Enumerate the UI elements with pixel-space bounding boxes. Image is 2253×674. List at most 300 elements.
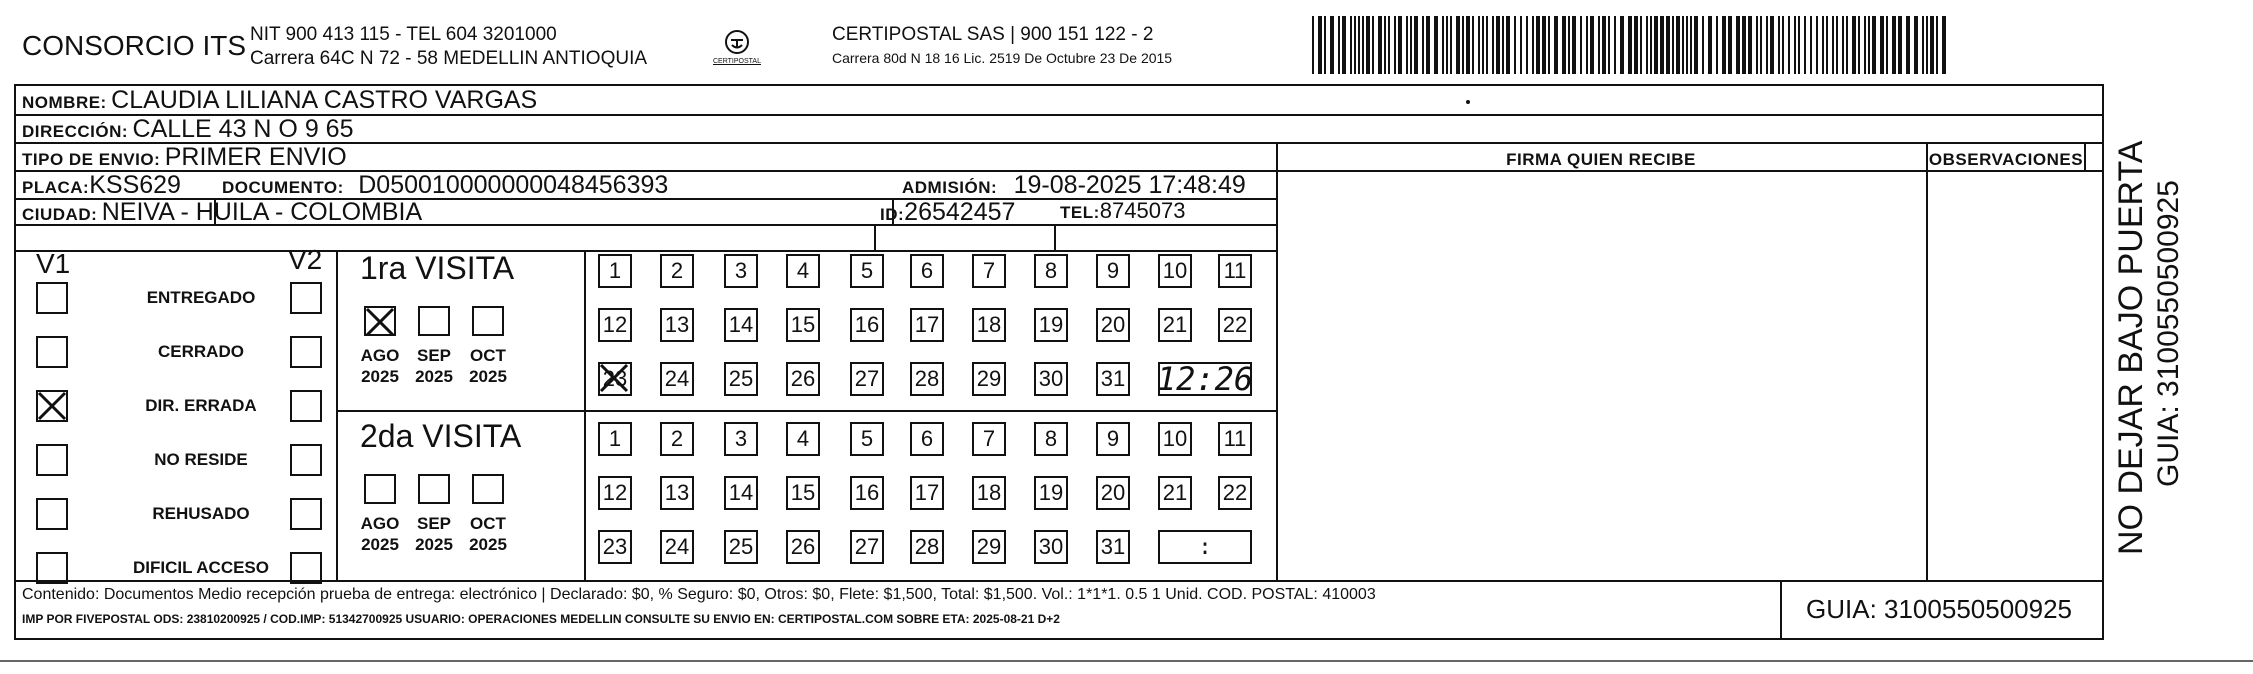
v1-checkbox[interactable] <box>36 552 68 584</box>
day-box[interactable] <box>972 422 1006 456</box>
day-number: 5 <box>860 426 874 451</box>
day-box[interactable] <box>1218 476 1252 510</box>
time-value: : <box>1198 534 1212 560</box>
barcode-bar <box>1914 16 1918 74</box>
day-number: 10 <box>1162 258 1188 283</box>
barcode-bar <box>1722 16 1726 74</box>
barcode-bar <box>1394 16 1396 74</box>
day-number: 7 <box>982 258 996 283</box>
barcode-bar <box>1548 16 1550 74</box>
day-number: 27 <box>854 534 880 559</box>
barcode-bar <box>1472 16 1474 74</box>
barcode-bar <box>1542 16 1546 74</box>
barcode-bar <box>1694 16 1698 74</box>
day-number: 25 <box>728 534 754 559</box>
day-number: 30 <box>1038 366 1064 391</box>
direccion-label: DIRECCIÓN: <box>22 122 129 141</box>
day-box[interactable] <box>660 254 694 288</box>
month-checkbox[interactable] <box>364 306 396 336</box>
day-box[interactable] <box>660 422 694 456</box>
day-number: 24 <box>664 366 690 391</box>
day-box[interactable] <box>850 476 884 510</box>
day-number: 26 <box>790 366 816 391</box>
barcode-bar <box>1846 16 1848 74</box>
month-label: AGO 2025 <box>360 346 400 386</box>
barcode-bar <box>1520 16 1522 74</box>
day-box[interactable] <box>786 362 820 396</box>
day-box[interactable] <box>1158 422 1192 456</box>
day-box[interactable] <box>786 308 820 342</box>
documento-value: D050010000000048456393 <box>358 171 669 199</box>
barcode-bar <box>1388 16 1390 74</box>
barcode-bar <box>1526 16 1528 74</box>
barcode-bar <box>1434 16 1438 74</box>
barcode-bar <box>1572 16 1576 74</box>
day-number: 22 <box>1222 480 1248 505</box>
barcode-bar <box>1898 16 1902 74</box>
nombre-dot <box>1466 100 1470 104</box>
barcode-bar <box>1338 16 1340 74</box>
certipostal-address: Carrera 80d N 18 16 Lic. 2519 De Octubre 23 De 2015 <box>832 50 1173 66</box>
barcode-bar <box>1602 16 1606 74</box>
barcode-bar <box>1936 16 1938 74</box>
barcode-bar <box>1852 16 1856 74</box>
day-number: 20 <box>1100 312 1126 337</box>
nombre-label: NOMBRE: <box>22 93 107 112</box>
barcode-bar <box>1742 16 1746 74</box>
certipostal-logo <box>712 26 762 72</box>
barcode-bar <box>1804 16 1806 74</box>
admision-label: ADMISIÓN: <box>902 178 998 197</box>
company-address: Carrera 64C N 72 - 58 MEDELLIN ANTIOQUIA <box>250 48 648 69</box>
barcode-bar <box>1532 16 1534 74</box>
day-box[interactable] <box>786 530 820 564</box>
day-number: 29 <box>976 366 1002 391</box>
barcode-bar <box>1496 16 1500 74</box>
barcode-bar <box>1788 16 1790 74</box>
day-box[interactable] <box>1034 362 1068 396</box>
day-number: 28 <box>914 534 940 559</box>
day-number: 13 <box>664 312 690 337</box>
barcode-bar <box>1608 16 1610 74</box>
barcode-bar <box>1486 16 1488 74</box>
bottom-border <box>0 660 2253 662</box>
day-number: 1 <box>608 426 622 451</box>
barcode-bar <box>1702 16 1704 74</box>
month-checkbox[interactable] <box>472 306 504 336</box>
day-number: 31 <box>1100 534 1126 559</box>
v1-checkbox[interactable] <box>36 390 68 422</box>
day-box[interactable] <box>598 476 632 510</box>
day-box[interactable] <box>910 422 944 456</box>
time-box[interactable] <box>1158 530 1252 564</box>
barcode-bar <box>1466 16 1470 74</box>
v2-header: V2 <box>288 244 323 275</box>
company-name: CONSORCIO ITS <box>22 30 247 61</box>
day-box[interactable] <box>1034 422 1068 456</box>
day-box[interactable] <box>1096 422 1130 456</box>
barcode-bar <box>1640 16 1642 74</box>
month-label: SEP 2025 <box>415 514 453 554</box>
day-number: 4 <box>796 258 810 283</box>
day-number: 10 <box>1162 426 1188 451</box>
day-number: 25 <box>728 366 754 391</box>
certipostal-logo-text: CERTIPOSTAL <box>713 58 761 65</box>
barcode-bar <box>1666 16 1670 74</box>
day-box[interactable] <box>1218 422 1252 456</box>
barcode-bar <box>1816 16 1818 74</box>
tipo-value: PRIMER ENVIO <box>164 143 347 171</box>
v1-checkbox[interactable] <box>36 444 68 476</box>
day-box[interactable] <box>598 422 632 456</box>
barcode-bar <box>1536 16 1540 74</box>
day-number: 6 <box>920 258 934 283</box>
day-box[interactable] <box>972 308 1006 342</box>
day-number: 6 <box>920 426 934 451</box>
time-value: 12:26 <box>1156 360 1254 398</box>
nombre-row <box>22 86 537 115</box>
certipostal-line: CERTIPOSTAL SAS | 900 151 122 - 2 <box>832 24 1154 45</box>
visit2-title: 2da VISITA <box>360 418 522 454</box>
day-box[interactable] <box>1158 254 1192 288</box>
day-number: 2 <box>670 258 684 283</box>
barcode-bar <box>1728 16 1732 74</box>
day-number: 31 <box>1100 366 1126 391</box>
day-number: 26 <box>790 534 816 559</box>
barcode-bar <box>1886 16 1888 74</box>
day-box[interactable] <box>598 308 632 342</box>
day-number: 22 <box>1222 312 1248 337</box>
barcode-bar <box>1586 16 1588 74</box>
footer-imp: IMP POR FIVEPOSTAL ODS: 23810200925 / COD.IMP: 51342700925 USUARIO: OPERACIONES MEDELLIN CONSULTE SU ENVIO EN: CERTIPOSTAL.COM SOBRE ETA: 2025-08-21 D+2 <box>22 612 1060 626</box>
barcode-bar <box>1384 16 1386 74</box>
day-box[interactable] <box>1096 308 1130 342</box>
status-label: DIR. ERRADA <box>145 396 257 415</box>
day-number: 15 <box>790 312 816 337</box>
day-number: 16 <box>854 312 880 337</box>
visit1-title: 1ra VISITA <box>360 250 515 286</box>
day-box[interactable] <box>598 254 632 288</box>
day-box[interactable] <box>1096 254 1130 288</box>
barcode-bar <box>1810 16 1812 74</box>
documento-cell <box>222 171 668 200</box>
barcode-bar <box>1926 16 1928 74</box>
barcode-bar <box>1568 16 1570 74</box>
tel-cell <box>1060 198 1185 224</box>
day-number: 7 <box>982 426 996 451</box>
day-number: 30 <box>1038 534 1064 559</box>
barcode-bar <box>1590 16 1594 74</box>
barcode-bar <box>1634 16 1638 74</box>
barcode-bar <box>1906 16 1910 74</box>
day-box[interactable] <box>910 530 944 564</box>
v2-checkbox[interactable] <box>290 390 322 422</box>
placa-label: PLACA: <box>22 178 90 197</box>
barcode-bar <box>1842 16 1844 74</box>
barcode-bar <box>1406 16 1408 74</box>
day-number: 14 <box>728 480 754 505</box>
barcode-bar <box>1312 16 1314 74</box>
barcode-bar <box>1318 16 1322 74</box>
barcode-bar <box>1880 16 1884 74</box>
direccion-value: CALLE 43 N O 9 65 <box>132 115 354 143</box>
day-box[interactable] <box>1158 308 1192 342</box>
time-box[interactable] <box>1158 362 1252 396</box>
day-box[interactable] <box>850 308 884 342</box>
day-number: 2 <box>670 426 684 451</box>
day-box[interactable] <box>972 476 1006 510</box>
month-checkbox[interactable] <box>472 474 504 504</box>
barcode-bar <box>1756 16 1758 74</box>
barcode-bar <box>1892 16 1896 74</box>
barcode-bar <box>1736 16 1740 74</box>
barcode-bar <box>1450 16 1452 74</box>
v1-checkbox[interactable] <box>36 498 68 530</box>
month-checkbox[interactable] <box>364 474 396 504</box>
barcode-bar <box>1492 16 1494 74</box>
barcode-bar <box>1378 16 1382 74</box>
barcode-bar <box>1414 16 1418 74</box>
footer-guia: GUIA: 3100550500925 <box>1806 594 2072 624</box>
day-box[interactable] <box>1096 530 1130 564</box>
day-box[interactable] <box>850 362 884 396</box>
barcode-bar <box>1930 16 1934 74</box>
day-number: 3 <box>734 258 748 283</box>
day-number: 14 <box>728 312 754 337</box>
barcode-bar <box>1868 16 1870 74</box>
barcode-bar <box>1794 16 1796 74</box>
barcode-bar <box>1766 16 1768 74</box>
tipo-row <box>22 143 347 172</box>
day-number: 8 <box>1044 426 1058 451</box>
day-number: 3 <box>734 426 748 451</box>
month-checkbox[interactable] <box>418 306 450 336</box>
day-box[interactable] <box>724 476 758 510</box>
barcode-bar <box>1770 16 1774 74</box>
barcode-bar <box>1324 16 1326 74</box>
v2-checkbox[interactable] <box>290 444 322 476</box>
barcode-bar <box>1716 16 1718 74</box>
day-box[interactable] <box>1218 254 1252 288</box>
barcode-bar <box>1620 16 1624 74</box>
day-number: 11 <box>1223 258 1247 283</box>
day-box[interactable] <box>850 422 884 456</box>
barcode-bar <box>1446 16 1448 74</box>
day-box[interactable] <box>972 530 1006 564</box>
barcode-bar <box>1798 16 1800 74</box>
day-box[interactable] <box>786 422 820 456</box>
day-box[interactable] <box>1034 476 1068 510</box>
barcode-bar <box>1456 16 1460 74</box>
barcode-bar <box>1690 16 1692 74</box>
barcode-bar <box>1478 16 1480 74</box>
id-value: 26542457 <box>904 198 1016 226</box>
status-label: CERRADO <box>158 342 244 361</box>
day-box[interactable] <box>786 476 820 510</box>
v2-checkbox[interactable] <box>290 336 322 368</box>
day-number: 18 <box>976 312 1002 337</box>
placa-cell <box>22 171 181 200</box>
day-number: 21 <box>1162 312 1188 337</box>
day-number: 17 <box>914 312 940 337</box>
day-number: 16 <box>854 480 880 505</box>
company-nit: NIT 900 413 115 - TEL 604 3201000 <box>250 24 557 45</box>
barcode-bar <box>1858 16 1860 74</box>
barcode-bar <box>1826 16 1828 74</box>
v1-header: V1 <box>36 248 71 279</box>
day-box[interactable] <box>1096 476 1130 510</box>
day-box[interactable] <box>1096 362 1130 396</box>
day-box[interactable] <box>850 254 884 288</box>
day-box[interactable] <box>724 422 758 456</box>
barcode-bar <box>1650 16 1652 74</box>
day-box[interactable] <box>1218 308 1252 342</box>
day-box[interactable] <box>660 362 694 396</box>
barcode-bar <box>1654 16 1658 74</box>
barcode-bar <box>1354 16 1356 74</box>
ciudad-value: NEIVA - HUILA - COLOMBIA <box>101 198 423 226</box>
day-box[interactable] <box>660 308 694 342</box>
barcode-bar <box>1614 16 1616 74</box>
barcode-bar <box>1330 16 1334 74</box>
barcode-bar <box>1398 16 1402 74</box>
barcode-bar <box>1422 16 1424 74</box>
observaciones-header: OBSERVACIONES <box>1928 150 2084 169</box>
barcode-bar <box>1760 16 1762 74</box>
side-no-dejar: NO DEJAR BAJO PUERTA <box>2112 140 2150 555</box>
day-box[interactable] <box>660 530 694 564</box>
barcode-bar <box>1922 16 1924 74</box>
day-box[interactable] <box>1034 530 1068 564</box>
v2-checkbox[interactable] <box>290 552 322 584</box>
barcode-bar <box>1708 16 1712 74</box>
day-box[interactable] <box>910 476 944 510</box>
tel-value: 8745073 <box>1099 198 1186 223</box>
day-number: 28 <box>914 366 940 391</box>
status-label: DIFICIL ACCESO <box>132 558 269 577</box>
barcode-bar <box>1462 16 1464 74</box>
barcode-bar <box>1778 16 1780 74</box>
day-box[interactable] <box>724 530 758 564</box>
barcode-bar <box>1660 16 1664 74</box>
day-box[interactable] <box>1034 308 1068 342</box>
barcode-bar <box>1646 16 1648 74</box>
day-box[interactable] <box>660 476 694 510</box>
day-box[interactable] <box>972 254 1006 288</box>
day-number: 1 <box>608 258 622 283</box>
barcode-bar <box>1372 16 1374 74</box>
documento-label: DOCUMENTO: <box>222 178 344 197</box>
month-checkbox[interactable] <box>418 474 450 504</box>
ciudad-label: CIUDAD: <box>22 205 98 224</box>
status-label: REHUSADO <box>152 504 250 523</box>
day-box[interactable] <box>1158 476 1192 510</box>
v2-checkbox[interactable] <box>290 282 322 314</box>
barcode-bar <box>1502 16 1504 74</box>
id-cell <box>880 198 1015 227</box>
day-box[interactable] <box>910 254 944 288</box>
day-box[interactable] <box>598 362 632 396</box>
nombre-value: CLAUDIA LILIANA CASTRO VARGAS <box>111 86 538 114</box>
barcode-bar <box>1748 16 1752 74</box>
barcode-bar <box>1350 16 1352 74</box>
day-box[interactable] <box>910 308 944 342</box>
day-number: 21 <box>1162 480 1188 505</box>
firma-header: FIRMA QUIEN RECIBE <box>1506 150 1696 169</box>
v1-checkbox[interactable] <box>36 282 68 314</box>
v2-checkbox[interactable] <box>290 498 322 530</box>
day-number: 19 <box>1038 480 1064 505</box>
day-number: 9 <box>1106 426 1120 451</box>
admision-cell <box>902 171 1246 200</box>
day-number: 27 <box>854 366 880 391</box>
barcode-bar <box>1672 16 1674 74</box>
day-box[interactable] <box>972 362 1006 396</box>
barcode-bar <box>1514 16 1516 74</box>
barcode-bar <box>1864 16 1866 74</box>
barcode-bar <box>1782 16 1784 74</box>
direccion-row <box>22 115 353 144</box>
day-box[interactable] <box>598 530 632 564</box>
month-label: SEP 2025 <box>415 346 453 386</box>
barcode-bar <box>1822 16 1824 74</box>
day-number: 17 <box>914 480 940 505</box>
admision-value: 19-08-2025 17:48:49 <box>1013 171 1246 199</box>
barcode-bar <box>1342 16 1346 74</box>
barcode-bar <box>1426 16 1430 74</box>
ciudad-cell <box>22 198 422 227</box>
day-box[interactable] <box>910 362 944 396</box>
barcode-bar <box>1598 16 1600 74</box>
barcode-bar <box>1358 16 1360 74</box>
v1-checkbox[interactable] <box>36 336 68 368</box>
day-box[interactable] <box>786 254 820 288</box>
day-box[interactable] <box>724 308 758 342</box>
day-number: 23 <box>602 534 628 559</box>
placa-value: KSS629 <box>89 171 181 199</box>
day-number: 24 <box>664 534 690 559</box>
day-number: 23 <box>602 366 628 391</box>
month-label: AGO 2025 <box>360 514 400 554</box>
month-label: OCT 2025 <box>469 346 507 386</box>
day-box[interactable] <box>724 362 758 396</box>
footer-contenido: Contenido: Documentos Medio recepción prueba de entrega: electrónico | Declarado: $0, % Seguro: $0, Otros: $0, Flete: $1,500, Total: $1,500. Vol.: 1*1*1. 0.5 1 Unid. COD. POSTAL: 410003 <box>22 586 1376 603</box>
tel-label: TEL: <box>1060 203 1100 222</box>
status-label: ENTREGADO <box>146 288 256 307</box>
month-label: OCT 2025 <box>469 514 507 554</box>
barcode-bar <box>1832 16 1834 74</box>
day-number: 11 <box>1223 426 1247 451</box>
day-number: 15 <box>790 480 816 505</box>
tipo-label: TIPO DE ENVIO: <box>22 150 161 169</box>
barcode-bar <box>1580 16 1582 74</box>
side-guia: GUIA: 3100550500925 <box>2152 180 2185 487</box>
barcode-bar <box>1682 16 1684 74</box>
day-box[interactable] <box>1034 254 1068 288</box>
day-number: 9 <box>1106 258 1120 283</box>
day-box[interactable] <box>724 254 758 288</box>
barcode-bar <box>1362 16 1364 74</box>
day-number: 12 <box>602 480 628 505</box>
barcode-bar <box>1442 16 1444 74</box>
barcode-bar <box>1836 16 1838 74</box>
day-number: 19 <box>1038 312 1064 337</box>
day-box[interactable] <box>850 530 884 564</box>
barcode-bar <box>1628 16 1632 74</box>
barcode-bar <box>1410 16 1412 74</box>
day-number: 29 <box>976 534 1002 559</box>
day-number: 8 <box>1044 258 1058 283</box>
